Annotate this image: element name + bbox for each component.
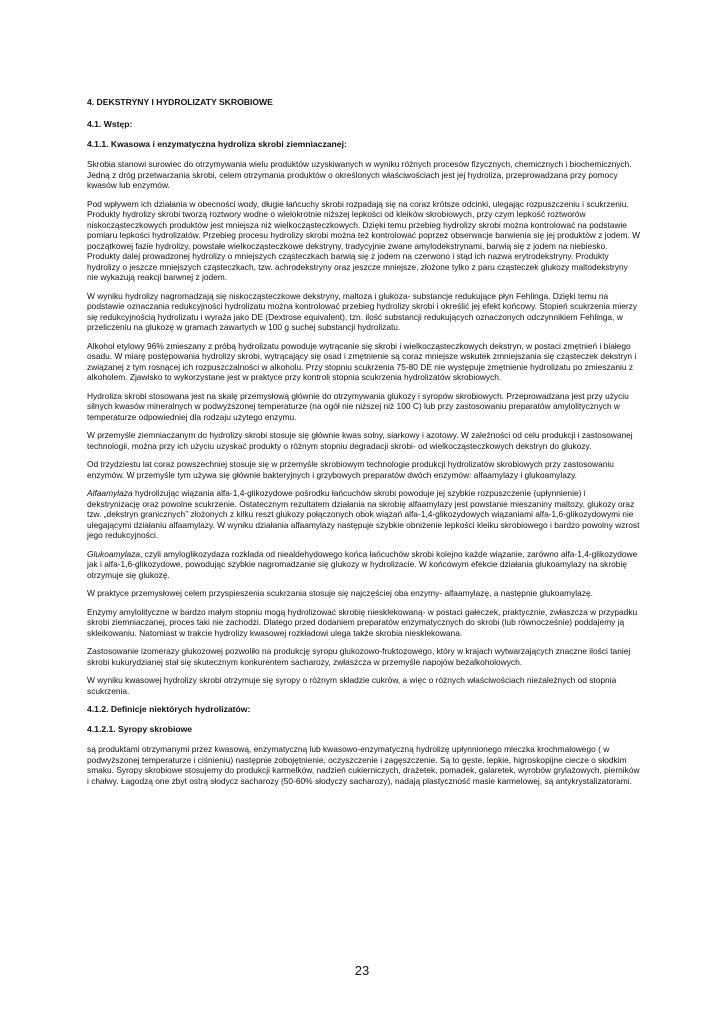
paragraph-2: Pod wpływem ich działania w obecności wody, długie łańcuchy skrobi rozpadają się na coraz krótsze odcinki, ulegając rozpuszczeniu i scukrzeniu. Produkty hydrolizy skrobi tworzą roztwory wodne o wielokrotnie niższej lepkości od kleików skrobiowych, przy czym lepkość roztworów niskocząsteczkowych produktów jest mniejsza niż wielkocząsteczkowych. Dzięki temu przebieg hydrolizy skrobi można kontrolować na podstawie pomiaru lepkości hydrolizatów. Przebieg procesu hydrolizy skrobi można też kontrolować poprzez obserwacje barwienia się jej produktów z jodem. W początkowej fazie hydrolizy, powstałe wielkocząsteczkowe dekstryny, tradycyjnie zwane amylodekstrynami, barwią się z jodem na niebiesko. Produkty dalej prowadzonej hydrolizy o mniejszych cząsteczkach barwią się z jodem na czerwono i stąd ich nazwa erytrodekstryny. Produkty hydrolizy o jeszcze mniejszych cząsteczkach, tzw. achrodekstryny oraz jeszcze mniejsze, złożone tylko z paru cząsteczek glukozy maltodekstryny nie wykazują reakcji barwnej z jodem. xyxy=(87,198,641,282)
paragraph-14: są produktami otrzymanymi przez kwasową, enzymatyczną lub kwasowo-enzymatyczną hydrolizę upłynnionego mleczka krochmalowego ( w podwyższonej temperaturze i ciśnieniu) następnie zobojętnienie, oczyszczenie i zagęszczenie. Są to gęste, lepkie, higroskopijne ciecze o słodkim smaku. Syropy skrobiowe stosujemy do produkcji karmelków, nadzień cukierniczych, drażetek, pomadek, galaretek, wyrobów grylażowych, pierników i chałwy. Łagodzą one zbyt ostrą słodycz sacharozy (50-60% słodyczy sacharozy), nadają plastyczność masie karmelowej, są antykrystalizatorami. xyxy=(87,744,640,786)
section-heading-4-1: 4.1. Wstęp: xyxy=(87,119,133,129)
paragraph-9 xyxy=(87,549,640,581)
term-glukoamylaza: Glukoamylaza xyxy=(87,548,141,559)
paragraph-10: W praktyce przemysłowej celem przyspieszenia scukrzania stosuje się najczęściej oba enzymy- alfaamylazę, a następnie glukoamylazę. xyxy=(87,588,593,598)
term-alfaamylaza: Alfaamylaza xyxy=(87,488,133,498)
chapter-heading: 4. DEKSTRYNY I HYDROLIZATY SKROBIOWE xyxy=(87,97,273,107)
section-heading-4-1-2: 4.1.2. Definicje niektórych hydrolizatów: xyxy=(87,704,251,714)
paragraph-12: Zastosowanie izomerazy glukozowej pozwoliło na produkcję syropu glukozowo-fruktozowego, który w krajach wytwarzających znaczne ilości taniej skrobi kukurydzianej stał się skutecznym konkurentem sacharozy, zwłaszcza w przemyśle napojów bezalkoholowych. xyxy=(87,646,631,667)
paragraph-1: Skrobia stanowi surowiec do otrzymywania wielu produktów uzyskiwanych w wyniku różnych procesów fizycznych, chemicznych i biochemicznych. Jedną z dróg przetwarzania skrobi, celem otrzymania produktów o określonych właściwościach jest jej hydroliza, przeprowadzana przy pomocy kwasów lub enzymów. xyxy=(87,159,632,190)
page-number: 23 xyxy=(354,963,370,978)
document-page xyxy=(87,97,640,794)
paragraph-5: Hydroliza skrobi stosowana jest na skalę przemysłową głównie do otrzymywania glukozy i syropów skrobiowych. Przeprowadzana jest przy użyciu silnych kwasów mineralnych w podwyższonej temperaturze (na ogół nie niższej niż 100 C) lub przy zastosowaniu preparatów amylolitycznych w temperaturze odpowiedniej dla rodzaju użytego enzymu. xyxy=(87,390,629,422)
paragraph-4: Alkohol etylowy 96% zmieszany z próbą hydrolizatu powoduje wytrącanie się skrobi i wielkocząsteczkowych dekstryn, w postaci zmętnień i białego osadu. W miarę postępowania hydrolizy skrobi, wytrącający się osad i zmętnienie są coraz mniejsze wskutek zmniejszania się cząsteczek dekstryn i związanej z tym rosnącej ich rozpuszczalności w alkoholu. Przy stopniu scukrzenia 75-80 DE nie występuje zmętnienie hydrolizatu po zmieszaniu z alkoholem. Zjawisko to wykorzystane jest w praktyce przy kontroli stopnia scukrzenia hydrolizatów skrobiowych. xyxy=(87,340,637,382)
paragraph-8 xyxy=(87,488,640,541)
paragraph-8-text: hydrolizując wiązania alfa-1,4-glikozydowe pośrodku łańcuchów skrobi powoduje jej szybkie rozpuszczenie (upłynnienie) i dekstrynizację oraz powolne scukrzenie. Ostatecznym rezultatem działania na skrobię alfaamylazy jest powstanie mieszaniny maltozy, glukozy oraz tzw. „dekstryn granicznych” złożonych z kilku reszt glukozy połączonych obok wiązań alfa-1,4-glikozydowych wiązaniami alfa-1,6-glikozydowymi nie ulegającymi działaniu alfaamylazy. W wyniku działania alfaamylazy następuje szybkie obniżenie lepkości kleiku skrobiowego i bardzo powolny wzrost jego redukcyjności. xyxy=(87,488,640,540)
section-heading-4-1-2-1: 4.1.2.1. Syropy skrobiowe xyxy=(87,724,193,734)
section-heading-4-1-1: 4.1.1. Kwasowa i enzymatyczna hydroliza skrobi ziemniaczanej: xyxy=(87,139,347,149)
paragraph-7: Od trzydziestu lat coraz powszechniej stosuje się w przemyśle skrobiowym technologie produkcji hydrolizatów skrobiowych przy zastosowaniu enzymów. W przemyśle tym używa się głównie bakteryjnych i grzybowych preparatów dwóch enzymów: alfaamylazy i glukoamylazy. xyxy=(87,459,614,480)
paragraph-9-text: , czyli amyloglikozydaza rozkłada od niealdehydowego końca łańcuchów skrobi kolejno każde wiązanie, zarówno alfa-1,4-glikozydowe jak i alfa-1,6-glikozydowe, powodując szybkie nagromadzanie się glukozy w hydrolizacie. W końcowym efekcie działania glukoamylazy na skrobię otrzymuje się glukozę. xyxy=(87,548,638,580)
paragraph-3: W wyniku hydrolizy nagromadzają się niskocząsteczkowe dekstryny, maltoza i glukoza- substancje redukujące płyn Fehlinga. Dzięki temu na podstawie oznaczania redukcyjności hydrolizatu można kontrolować przebieg hydrolizy skrobi i określić jej efekt końcowy. Stopień scukrzenia mierzy się redukcyjnością hydrolizatu i wyraża jako DE (Dextrose equivalent), tzn. ilość substancji redukujących oznaczonych odczynnikiem Fehlinga, w przeliczeniu na glukozę w gramach zawartych w 100 g suchej substancji hydrolizatu. xyxy=(87,290,638,332)
paragraph-13: W wyniku kwasowej hydrolizy skrobi otrzymuje się syropy o różnym składzie cukrów, a więc o różnych właściwościach niezależnych od stopnia scukrzenia. xyxy=(87,675,617,696)
paragraph-11: Enzymy amylolityczne w bardzo małym stopniu mogą hydrolizować skrobię niesklekowaną- w postaci gałeczek, praktycznie, zwłaszcza w przypadku skrobi ziemniaczanej, proces taki nie zachodzi. Dlatego przed dodaniem preparatów enzymatycznych do skrobi (lub równocześnie) poddajemy ją skleikowaniu. Natomiast w trakcie hydrolizy kwasowej rozkładowi ulega także skrobia niesklekowana. xyxy=(87,606,638,638)
paragraph-6: W przemyśle ziemniaczanym do hydrolizy skrobi stosuje się głównie kwas solny, siarkowy i azotowy. W zależności od celu produkcji i zastosowanej technologii, można przy ich użyciu uzyskać produkty o różnym stopniu degradacji skrobi- od wielkocząsteczkowych dekstryn do glukozy. xyxy=(87,430,633,451)
